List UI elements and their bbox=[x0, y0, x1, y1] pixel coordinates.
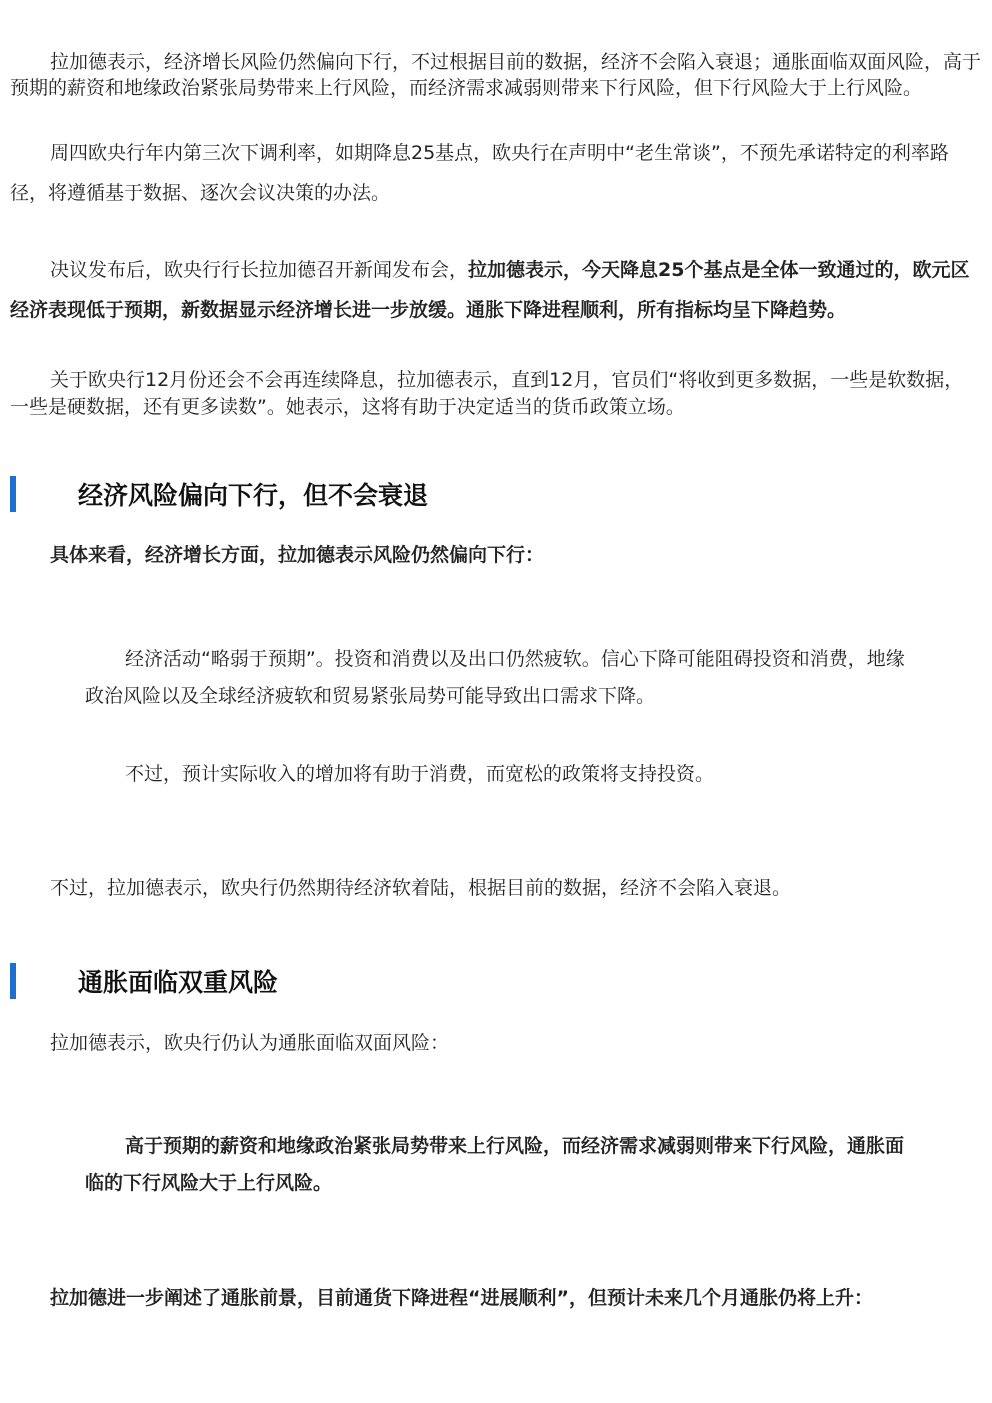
press-conference-intro: 决议发布后，欧央行行长拉加德召开新闻发布会， bbox=[50, 259, 469, 281]
heading-accent-bar bbox=[10, 476, 16, 512]
inflation-lead: 拉加德表示，欧央行仍认为通胀面临双面风险： bbox=[50, 1032, 450, 1054]
section-heading-growth-text: 经济风险偏向下行，但不会衰退 bbox=[78, 481, 429, 510]
growth-quote-income: 不过，预计实际收入的增加将有助于消费，而宽松的政策将支持投资。 bbox=[125, 763, 715, 785]
paragraph-rate-cut: 周四欧央行年内第三次下调利率，如期降息25基点，欧央行在声明中“老生常谈”，不预先承诺特定的利率路径，将遵循基于数据、逐次会议决策的办法。 bbox=[10, 142, 949, 204]
section-heading-growth bbox=[10, 476, 982, 512]
paragraph-december-outlook: 关于欧央行12月份还会不会再连续降息，拉加德表示，直到12月，官员们“将收到更多数据，一些是软数据，一些是硬数据，还有更多读数”。她表示，这将有助于决定适当的货币政策立场。 bbox=[10, 369, 964, 418]
section-heading-inflation-text: 通胀面临双重风险 bbox=[78, 968, 279, 997]
paragraph-risk-summary: 拉加德表示，经济增长风险仍然偏向下行，不过根据目前的数据，经济不会陷入衰退；通胀面临双面风险，高于预期的薪资和地缘政治紧张局势带来上行风险，而经济需求减弱则带来下行风险，但下行风险大于上行风险。 bbox=[10, 51, 982, 99]
paragraph-press-conference bbox=[10, 250, 982, 330]
section-heading-inflation bbox=[10, 963, 982, 999]
growth-lead: 具体来看，经济增长方面，拉加德表示风险仍然偏向下行： bbox=[50, 544, 545, 566]
press-conference-highlight: 拉加德表示，今天降息25个基点是全体一致通过的，欧元区经济表现低于预期，新数据显示经济增长进一步放缓。通胀下降进程顺利，所有指标均呈下降趋势。 bbox=[10, 259, 970, 321]
inflation-quote: 高于预期的薪资和地缘政治紧张局势带来上行风险，而经济需求减弱则带来下行风险，通胀面临的下行风险大于上行风险。 bbox=[85, 1135, 905, 1194]
inflation-closing: 拉加德进一步阐述了通胀前景，目前通货下降进程“进展顺利”，但预计未来几个月通胀仍将上升： bbox=[50, 1287, 873, 1309]
growth-closing: 不过，拉加德表示，欧央行仍然期待经济软着陆，根据目前的数据，经济不会陷入衰退。 bbox=[50, 877, 792, 899]
growth-quote-activity: 经济活动“略弱于预期”。投资和消费以及出口仍然疲软。信心下降可能阻碍投资和消费，地缘政治风险以及全球经济疲软和贸易紧张局势可能导致出口需求下降。 bbox=[85, 648, 905, 707]
heading-accent-bar bbox=[10, 963, 16, 999]
